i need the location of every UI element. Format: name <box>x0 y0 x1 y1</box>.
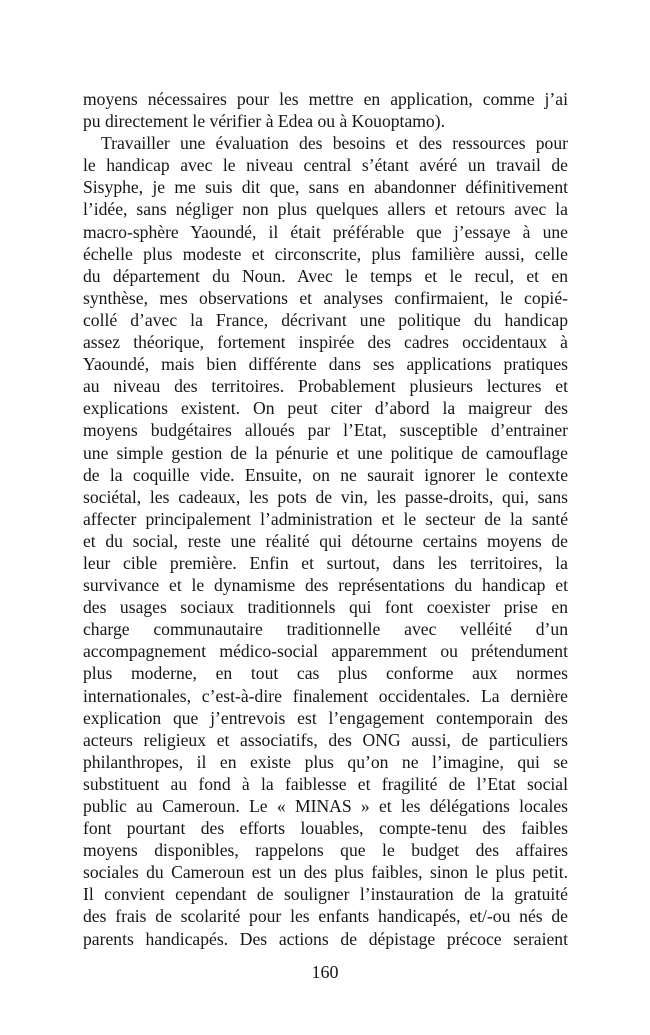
text-line: accompagnement médico-social apparemment ou prétendument <box>83 641 568 662</box>
text-line: échelle plus modeste et circonscrite, plus familière aussi, celle <box>83 243 568 264</box>
text-line: Travailler une évaluation des besoins et des ressources pour <box>101 133 568 154</box>
text-line: survivance et le dynamisme des représentations du handicap et <box>83 575 568 596</box>
text-line: synthèse, mes observations et analyses confirmaient, le copié- <box>83 287 568 308</box>
text-line: Il convient cependant de souligner l’instauration de la gratuité <box>83 884 568 905</box>
text-line: Yaoundé, mais bien différente dans ses applications pratiques <box>83 354 568 375</box>
text-line: l’idée, sans négliger non plus quelques allers et retours avec la <box>83 199 568 220</box>
body-text <box>83 88 568 950</box>
text-line: internationales, c’est-à-dire finalement occidentales. La dernière <box>83 685 568 706</box>
text-line: et du social, reste une réalité qui détourne certains moyens de <box>83 530 568 551</box>
text-line: au niveau des territoires. Probablement plusieurs lectures et <box>83 376 568 397</box>
text-line: le handicap avec le niveau central s’étant avéré un travail de <box>83 155 568 176</box>
text-line: moyens disponibles, rappelons que le budget des affaires <box>83 840 568 861</box>
text-line: parents handicapés. Des actions de dépistage précoce seraient <box>83 928 568 949</box>
text-line: charge communautaire traditionnelle avec velléité d’un <box>83 619 568 640</box>
text-line: du département du Noun. Avec le temps et le recul, et en <box>83 265 568 286</box>
text-line: leur cible première. Enfin et surtout, dans les territoires, la <box>83 552 568 573</box>
text-line: philanthropes, il en existe plus qu’on ne l’imagine, qui se <box>83 751 568 772</box>
text-line: moyens budgétaires alloués par l’Etat, susceptible d’entrainer <box>83 420 568 441</box>
text-line: sociales du Cameroun est un des plus faibles, sinon le plus petit. <box>83 862 568 883</box>
text-line: affecter principalement l’administration et le secteur de la santé <box>83 508 568 529</box>
text-line: macro-sphère Yaoundé, il était préférable que j’essaye à une <box>83 221 568 242</box>
text-line: substituent au fond à la faiblesse et fragilité de l’Etat social <box>83 773 568 794</box>
text-line: de la coquille vide. Ensuite, on ne saurait ignorer le contexte <box>83 464 568 485</box>
text-line: public au Cameroun. Le « MINAS » et les délégations locales <box>83 796 568 816</box>
text-line: des frais de scolarité pour les enfants handicapés, et/-ou nés de <box>83 906 568 927</box>
text-line: des usages sociaux traditionnels qui font coexister prise en <box>83 597 568 618</box>
text-line: plus moderne, en tout cas plus conforme aux normes <box>83 663 568 684</box>
text-line: assez théorique, fortement inspirée des cadres occidentaux à <box>83 332 568 353</box>
text-line: explication que j’entrevois est l’engagement contemporain des <box>83 707 568 728</box>
text-line: font pourtant des efforts louables, compte-tenu des faibles <box>83 818 568 839</box>
text-line: collé d’avec la France, décrivant une politique du handicap <box>83 309 568 330</box>
page-number: 160 <box>311 962 339 982</box>
text-line: pu directement le vérifier à Edea ou à Kouoptamo). <box>83 111 445 132</box>
text-line: acteurs religieux et associatifs, des ONG aussi, de particuliers <box>83 729 568 750</box>
text-line: une simple gestion de la pénurie et une politique de camouflage <box>83 442 568 463</box>
text-line: Sisyphe, je me suis dit que, sans en abandonner définitivement <box>83 177 568 198</box>
text-line: explications existent. On peut citer d’abord la maigreur des <box>83 398 568 419</box>
text-line: moyens nécessaires pour les mettre en application, comme j’ai <box>83 89 568 109</box>
text-line: sociétal, les cadeaux, les pots de vin, les passe-droits, qui, sans <box>83 486 568 507</box>
